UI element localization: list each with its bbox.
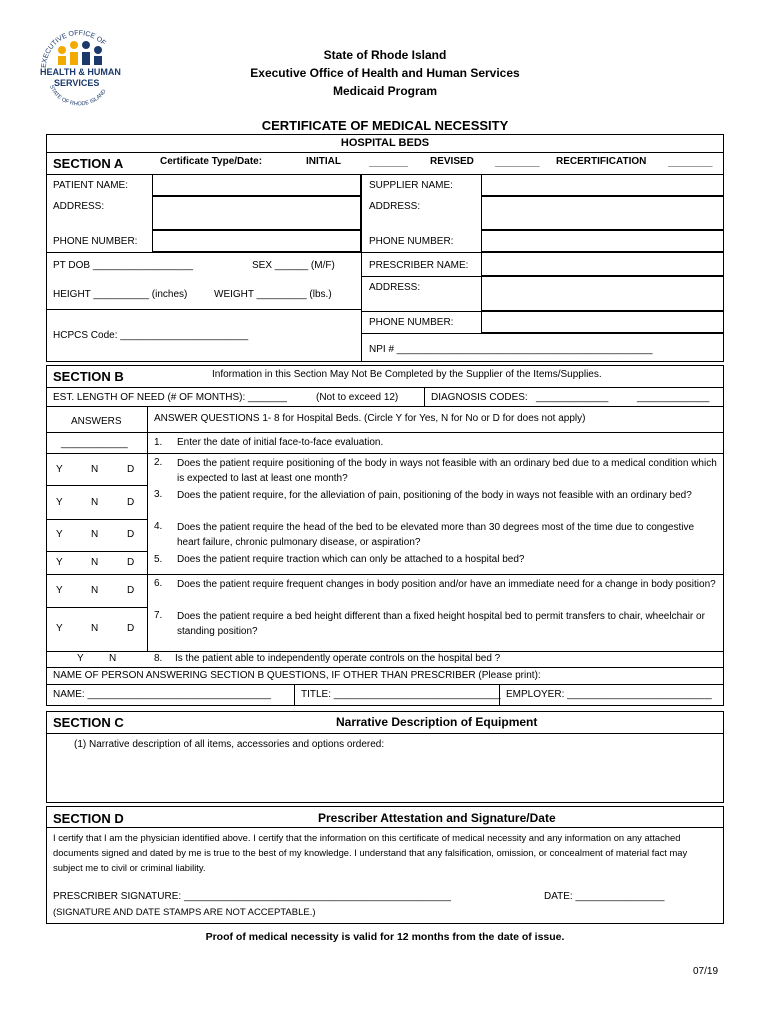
cert-type-label: Certificate Type/Date: xyxy=(160,156,263,167)
supplier-address-label: ADDRESS: xyxy=(369,201,421,212)
revised-label: REVISED xyxy=(430,156,474,167)
logo-arc-text: EXECUTIVE OFFICE OF xyxy=(40,29,107,69)
question-6-num: 6. xyxy=(154,578,163,589)
diagnosis-code-1[interactable]: _____________ xyxy=(536,392,609,403)
supplier-phone-field[interactable] xyxy=(481,230,724,252)
prescriber-signature-field[interactable]: PRESCRIBER SIGNATURE: ________________________________________________ xyxy=(53,891,451,902)
header-state: State of Rhode Island xyxy=(323,48,447,62)
prescriber-phone-field[interactable] xyxy=(481,311,724,333)
question-4-text: Does the patient require the head of the bed to be elevated more than 30 degrees most of the time due to congestive heart failure, chronic pulmonary disease, or aspiration? xyxy=(177,522,695,548)
header-agency: Executive Office of Health and Human Services xyxy=(250,66,520,80)
supplier-phone-label: PHONE NUMBER: xyxy=(369,236,454,247)
section-d-title: SECTION D xyxy=(53,811,124,826)
section-c-title: SECTION C xyxy=(53,715,124,730)
est-length-field[interactable]: EST. LENGTH OF NEED (# OF MONTHS): _______ xyxy=(53,392,287,403)
answer-3-d[interactable]: D xyxy=(127,497,135,508)
stamps-note: (SIGNATURE AND DATE STAMPS ARE NOT ACCEPTABLE.) xyxy=(53,907,316,918)
question-7-text: Does the patient require a bed height different than a fixed height hospital bed to permit transfers to chair, wheelchair or standing position? xyxy=(177,611,705,637)
instructions: ANSWER QUESTIONS 1- 8 for Hospital Beds. (Circle Y for Yes, N for No or D for does not apply) xyxy=(154,413,586,424)
form-title: CERTIFICATE OF MEDICAL NECESSITY xyxy=(261,118,509,133)
answer-7-d[interactable]: D xyxy=(127,623,135,634)
section-c-heading: Narrative Description of Equipment xyxy=(336,715,538,729)
question-7-num: 7. xyxy=(154,610,163,621)
patient-address-label: ADDRESS: xyxy=(53,201,105,212)
npi-field[interactable]: NPI # ______________________________________________ xyxy=(369,344,653,355)
question-6-text: Does the patient require frequent changes in body position and/or have an immediate need for a change in body position? xyxy=(177,579,716,590)
ri-eohhs-logo xyxy=(36,28,122,108)
height-field[interactable]: HEIGHT __________ (inches) xyxy=(53,289,188,300)
prescriber-phone-label: PHONE NUMBER: xyxy=(369,317,454,328)
answer-8-n[interactable]: N xyxy=(109,653,117,664)
header-program: Medicaid Program xyxy=(332,84,438,98)
answer-6-d[interactable]: D xyxy=(127,585,135,596)
diagnosis-codes-label: DIAGNOSIS CODES: xyxy=(431,392,528,403)
answer-1-blank[interactable]: ____________ xyxy=(61,438,128,449)
question-8-text: Is the patient able to independently operate controls on the hospital bed ? xyxy=(175,653,501,664)
name-answering-label: NAME OF PERSON ANSWERING SECTION B QUESTIONS, IF OTHER THAN PRESCRIBER (Please print): xyxy=(53,670,541,681)
diagnosis-code-2[interactable]: _____________ xyxy=(637,392,710,403)
question-2-text: Does the patient require positioning of the body in ways not feasible with an ordinary bed due to a medical condition which is expected to last at least one month? xyxy=(177,458,717,484)
answer-4-d[interactable]: D xyxy=(127,529,135,540)
question-1-text: Enter the date of initial face-to-face evaluation. xyxy=(177,437,384,448)
answer-8-y[interactable]: Y xyxy=(77,653,84,664)
patient-name-label: PATIENT NAME: xyxy=(53,180,129,191)
proof-note: Proof of medical necessity is valid for 12 months from the date of issue. xyxy=(205,931,565,943)
answerer-title-field[interactable]: TITLE: ______________________________ xyxy=(301,689,501,700)
weight-field[interactable]: WEIGHT _________ (lbs.) xyxy=(214,289,332,300)
recert-blank[interactable]: ________ xyxy=(668,157,713,168)
answerer-name-field[interactable]: NAME: _________________________________ xyxy=(53,689,271,700)
answer-2-d[interactable]: D xyxy=(127,464,135,475)
question-1-num: 1. xyxy=(154,437,163,448)
hcpcs-field[interactable]: HCPCS Code: _______________________ xyxy=(53,330,249,341)
section-a-title: SECTION A xyxy=(53,156,124,171)
question-5-text: Does the patient require traction which can only be attached to a hospital bed? xyxy=(177,554,525,565)
patient-phone-label: PHONE NUMBER: xyxy=(53,236,138,247)
supplier-name-field[interactable] xyxy=(481,174,724,196)
patient-phone-field[interactable] xyxy=(152,230,361,252)
answer-5-d[interactable]: D xyxy=(127,557,135,568)
recert-label: RECERTIFICATION xyxy=(556,156,647,167)
answer-2-y[interactable]: Y xyxy=(56,464,63,475)
revised-blank[interactable]: ________ xyxy=(495,157,540,168)
prescriber-name-label: PRESCRIBER NAME: xyxy=(369,260,469,271)
question-3-num: 3. xyxy=(154,489,163,500)
answer-7-y[interactable]: Y xyxy=(56,623,63,634)
question-5-num: 5. xyxy=(154,554,163,565)
answer-5-y[interactable]: Y xyxy=(56,557,63,568)
not-exceed-note: (Not to exceed 12) xyxy=(316,392,399,403)
logo-bottom-text: STATE OF RHODE ISLAND xyxy=(48,84,108,108)
initial-blank[interactable]: _______ xyxy=(369,157,408,168)
question-3-text: Does the patient require, for the alleviation of pain, positioning of the body in ways not feasible with an ordinary bed? xyxy=(177,490,692,501)
signature-date-field[interactable]: DATE: ________________ xyxy=(544,891,665,902)
answer-2-n[interactable]: N xyxy=(91,464,99,475)
form-subtitle: HOSPITAL BEDS xyxy=(340,137,430,149)
logo-line1: HEALTH & HUMAN xyxy=(40,67,121,77)
answerer-employer-field[interactable]: EMPLOYER: __________________________ xyxy=(506,689,712,700)
section-b-title: SECTION B xyxy=(53,369,124,384)
question-4-num: 4. xyxy=(154,521,163,532)
question-8-num: 8. xyxy=(154,653,163,664)
attestation-text: I certify that I am the physician identified above. I certify that the information on this certificate of medical necessity and any information on any attached documents signed and dated by me is true to the best of my knowledge. I understand that any falsification, omission, or concealment of material fact may subject me to civil or criminal liability. xyxy=(53,832,688,873)
answer-3-n[interactable]: N xyxy=(91,497,99,508)
prescriber-address-field[interactable] xyxy=(481,276,724,311)
supplier-address-field[interactable] xyxy=(481,196,724,230)
narrative-item: (1) Narrative description of all items, accessories and options ordered: xyxy=(74,739,385,750)
patient-address-field[interactable] xyxy=(152,196,361,230)
answer-3-y[interactable]: Y xyxy=(56,497,63,508)
answer-5-n[interactable]: N xyxy=(91,557,99,568)
sex-field[interactable]: SEX ______ (M/F) xyxy=(252,260,335,271)
answer-6-y[interactable]: Y xyxy=(56,585,63,596)
answers-label: ANSWERS xyxy=(71,416,122,427)
section-b-info: Information in this Section May Not Be Completed by the Supplier of the Items/Supplies. xyxy=(212,369,602,380)
question-2-num: 2. xyxy=(154,457,163,468)
prescriber-name-field[interactable] xyxy=(481,252,724,276)
form-version: 07/19 xyxy=(693,966,719,977)
narrative-field[interactable] xyxy=(52,755,718,799)
pt-dob-field[interactable]: PT DOB __________________ xyxy=(53,260,193,271)
supplier-name-label: SUPPLIER NAME: xyxy=(369,180,453,191)
logo-line2: SERVICES xyxy=(54,78,100,88)
answer-7-n[interactable]: N xyxy=(91,623,99,634)
initial-label: INITIAL xyxy=(306,156,341,167)
answer-4-n[interactable]: N xyxy=(91,529,99,540)
prescriber-address-label: ADDRESS: xyxy=(369,282,421,293)
answer-4-y[interactable]: Y xyxy=(56,529,63,540)
answer-6-n[interactable]: N xyxy=(91,585,99,596)
patient-name-field[interactable] xyxy=(152,174,361,196)
section-d-heading: Prescriber Attestation and Signature/Date xyxy=(318,811,556,825)
